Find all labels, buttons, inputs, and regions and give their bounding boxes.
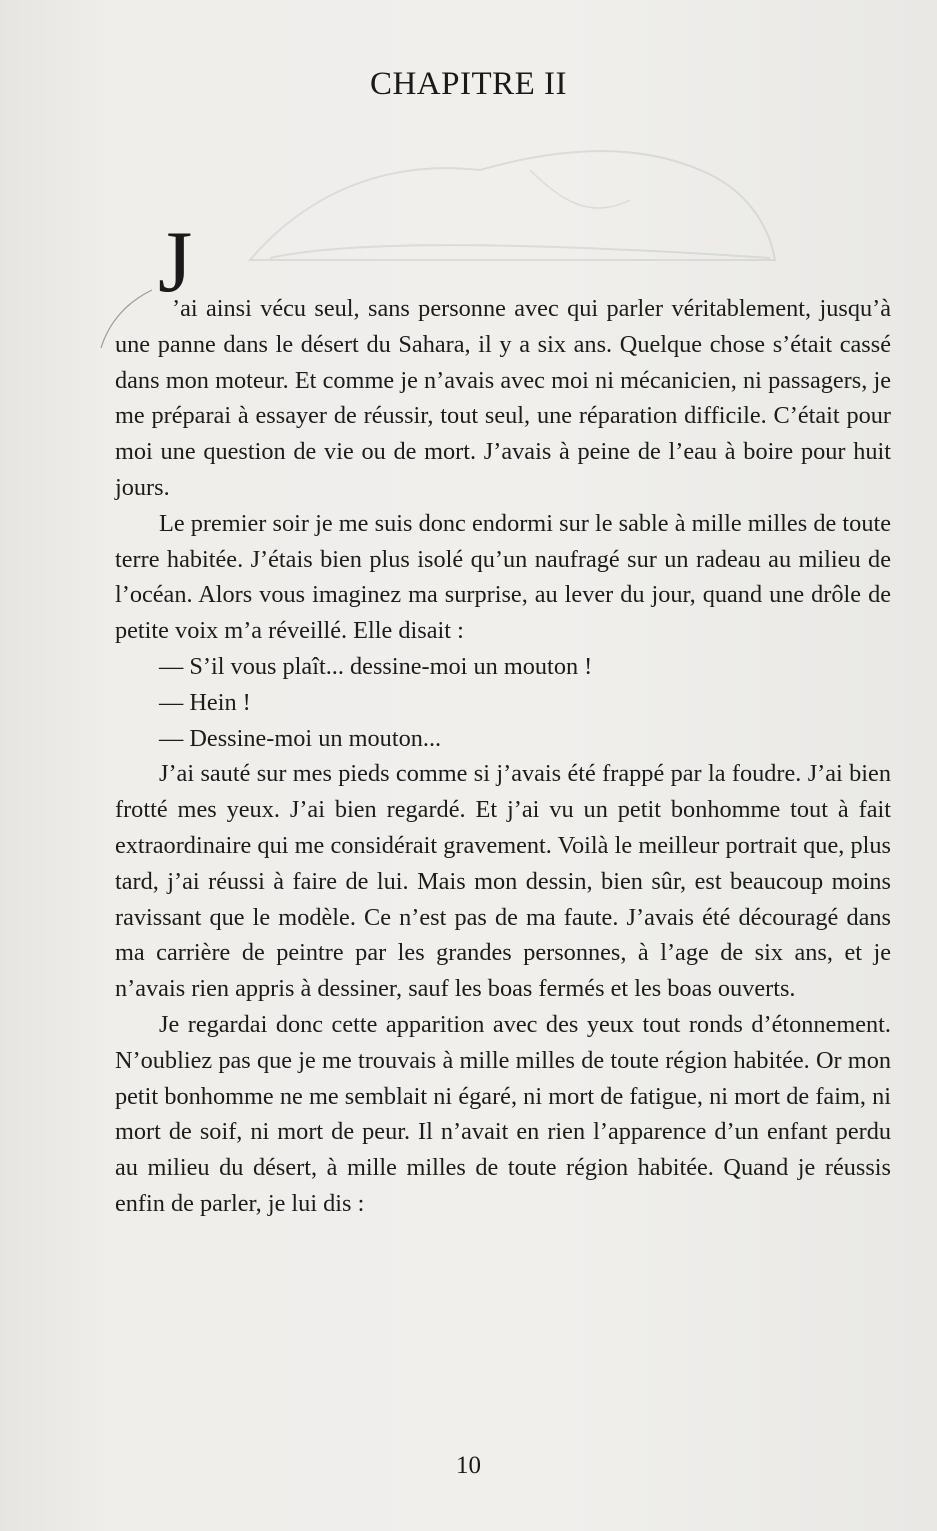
dialogue-line: — S’il vous plaît... dessine-moi un mouton ! [159,652,593,680]
drop-cap: J [158,214,193,311]
paragraph: Le premier soir je me suis donc endormi sur le sable à mille milles de toute terre habitée. J’étais bien plus isolé qu’un naufragé sur un radeau au milieu de l’océan. Alors vous imaginez ma surprise, au lever du jour, quand une drôle de petite voix m’a réveillé. Elle disait : [115,509,891,645]
chapter-body [115,214,891,1222]
paragraph: Je regardai donc cette apparition avec des yeux tout ronds d’étonnement. N’oubliez pas que je me trouvais à mille milles de toute région habitée. Or mon petit bonhomme ne me semblait ni égaré, ni mort de fatigue, ni mort de faim, ni mort de soif, ni mort de peur. Il n’avait en rien l’apparence d’un enfant perdu au milieu du désert, à mille milles de toute région habitée. Quand je réussis enfin de parler, je lui dis : [115,1010,891,1217]
paragraph-text: ’ai ainsi vécu seul, sans personne avec qui parler véritablement, jusqu’à une panne dans le désert du Sahara, il y a six ans. Quelque chose s’était cassé dans mon moteur. Et comme je n’avais avec moi ni mécanicien, ni passagers, je me préparai à essayer de réussir, tout seul, une réparation difficile. C’était pour moi une question de vie ou de mort. J’avais à peine de l’eau à boire pour huit jours. [115,295,891,501]
paragraph: J’ai sauté sur mes pieds comme si j’avais été frappé par la foudre. J’ai bien frotté mes yeux. J’ai bien regardé. Et j’ai vu un petit bonhomme tout à fait extraordinaire qui me considérait gravement. Voilà le meilleur portrait que, plus tard, j’ai réussi à faire de lui. Mais mon dessin, bien sûr, est beaucoup moins ravissant que le modèle. Ce n’est pas de ma faute. J’avais été découragé dans ma carrière de peintre par les grandes personnes, à l’age de six ans, et je n’avais rien appris à dessiner, sauf les boas fermés et les boas ouverts. [115,760,891,1003]
paragraph [115,214,891,506]
chapter-title: CHAPITRE II [369,66,568,102]
page-number: 10 [456,1452,481,1479]
dialogue-line: — Dessine-moi un mouton... [159,724,442,752]
bleed-through-illustration [230,130,790,280]
dialogue-line: — Hein ! [159,688,251,716]
